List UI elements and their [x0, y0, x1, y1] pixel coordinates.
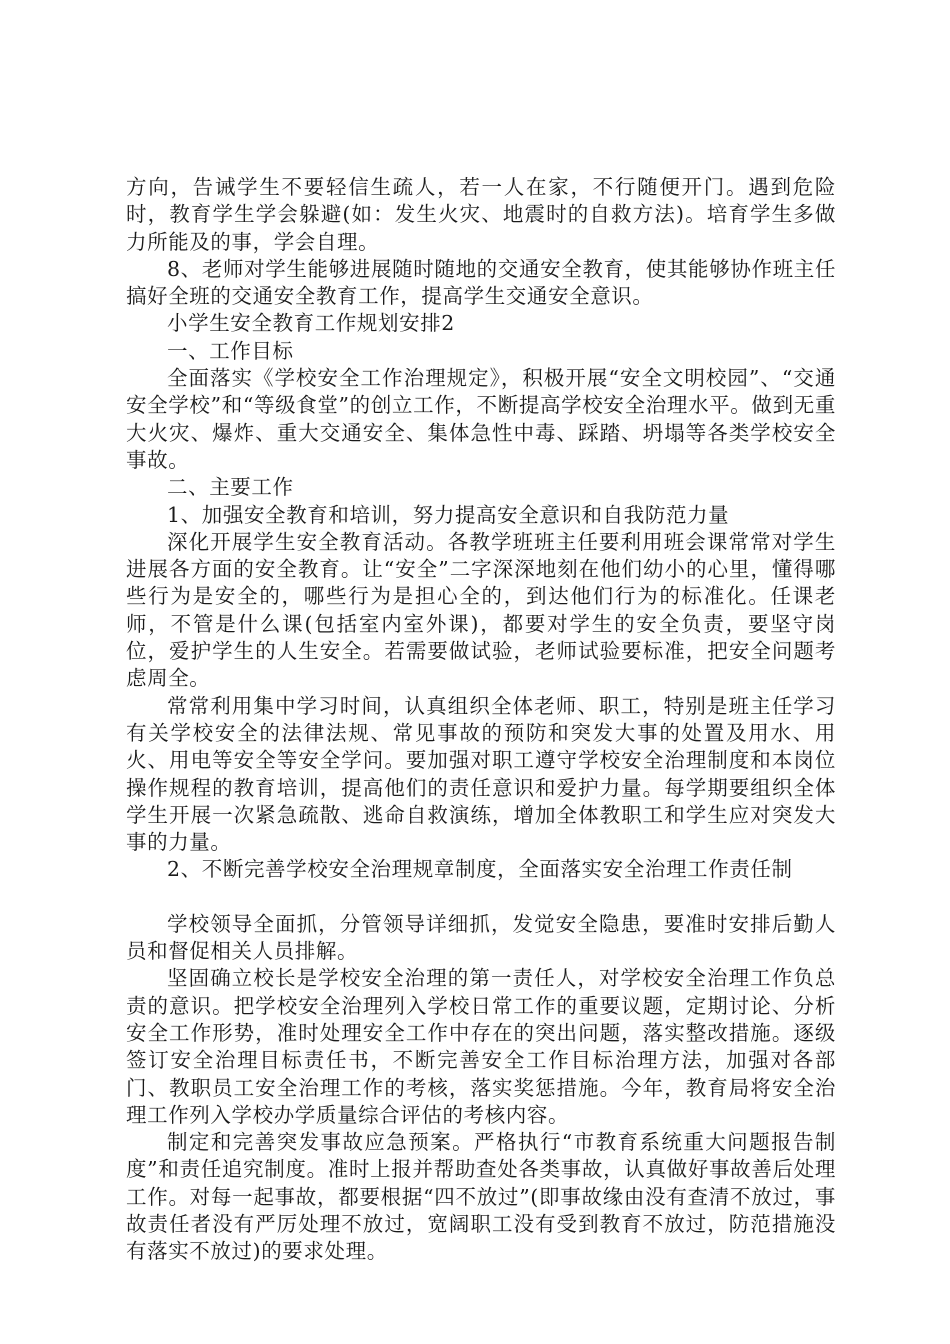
subsection-heading: 1、加强安全教育和培训，努力提高安全意识和自我防范力量	[167, 502, 730, 527]
paragraph-text: 8、老师对学生能够进展随时随地的交通安全教育，使其能够协作班主任搞好全班的交通安全教育工作，提高学生交通安全意识。	[126, 256, 836, 309]
paragraph-text: 全面落实《学校安全工作治理规定》，积极开展“安全文明校园”、“交通安全学校”和“等级食堂”的创立工作，不断提高学校安全治理水平。做到无重大火灾、爆炸、重大交通安全、集体急性中毒、踩踏、坍塌等各类学校安全事故。	[126, 366, 836, 472]
subsection-heading: 2、不断完善学校安全治理规章制度，全面落实安全治理工作责任制	[167, 857, 793, 882]
section-heading: 一、工作目标	[167, 338, 294, 363]
document-body	[126, 174, 836, 1266]
paragraph-text: 制定和完善突发事故应急预案。严格执行“市教育系统重大问题报告制度”和责任追究制度。准时上报并帮助查处各类事故，认真做好事故善后处理工作。对每一起事故，都要根据“四不放过”(即事故缘由没有查清不放过，事故责任者没有严厉处理不放过，宽阔职工没有受到教育不放过，防范措施没有落实不放过)的要求处理。	[126, 1130, 836, 1264]
paragraph-text: 深化开展学生安全教育活动。各教学班班主任要利用班会课常常对学生进展各方面的安全教育。让“安全”二字深深地刻在他们幼小的心里，懂得哪些行为是安全的，哪些行为是担心全的，到达他们行为的标准化。任课老师，不管是什么课(包括室内室外课)，都要对学生的安全负责，要坚守岗位，爱护学生的人生安全。若需要做试验，老师试验要标准，把安全问题考虑周全。	[126, 529, 836, 691]
paragraph-text: 常常利用集中学习时间，认真组织全体老师、职工，特别是班主任学习有关学校安全的法律法规、常见事故的预防和突发大事的处置及用水、用火、用电等安全等安全学问。要加强对职工遵守学校安全治理制度和本岗位操作规程的教育培训，提高他们的责任意识和爱护力量。每学期要组织全体学生开展一次紧急疏散、逃命自救演练，增加全体教职工和学生应对突发大事的力量。	[126, 693, 836, 855]
paragraph-text: 学校领导全面抓，分管领导详细抓，发觉安全隐患，要准时安排后勤人员和督促相关人员排解。	[126, 911, 836, 964]
blank-line	[126, 884, 836, 911]
section-heading: 二、主要工作	[167, 475, 294, 500]
paragraph-text: 坚固确立校长是学校安全治理的第一责任人，对学校安全治理工作负总责的意识。把学校安全治理列入学校日常工作的重要议题，定期讨论、分析安全工作形势，准时处理安全工作中存在的突出问题，落实整改措施。逐级签订安全治理目标责任书，不断完善安全工作目标治理方法，加强对各部门、教职员工安全治理工作的考核，落实奖惩措施。今年，教育局将安全治理工作列入学校办学质量综合评估的考核内容。	[126, 966, 836, 1127]
section-heading: 小学生安全教育工作规划安排2	[167, 311, 455, 336]
paragraph-text: 方向，告诫学生不要轻信生疏人，若一人在家，不行随便开门。遇到危险时，教育学生学会躲避(如：发生火灾、地震时的自救方法)。培育学生多做力所能及的事，学会自理。	[126, 175, 836, 254]
